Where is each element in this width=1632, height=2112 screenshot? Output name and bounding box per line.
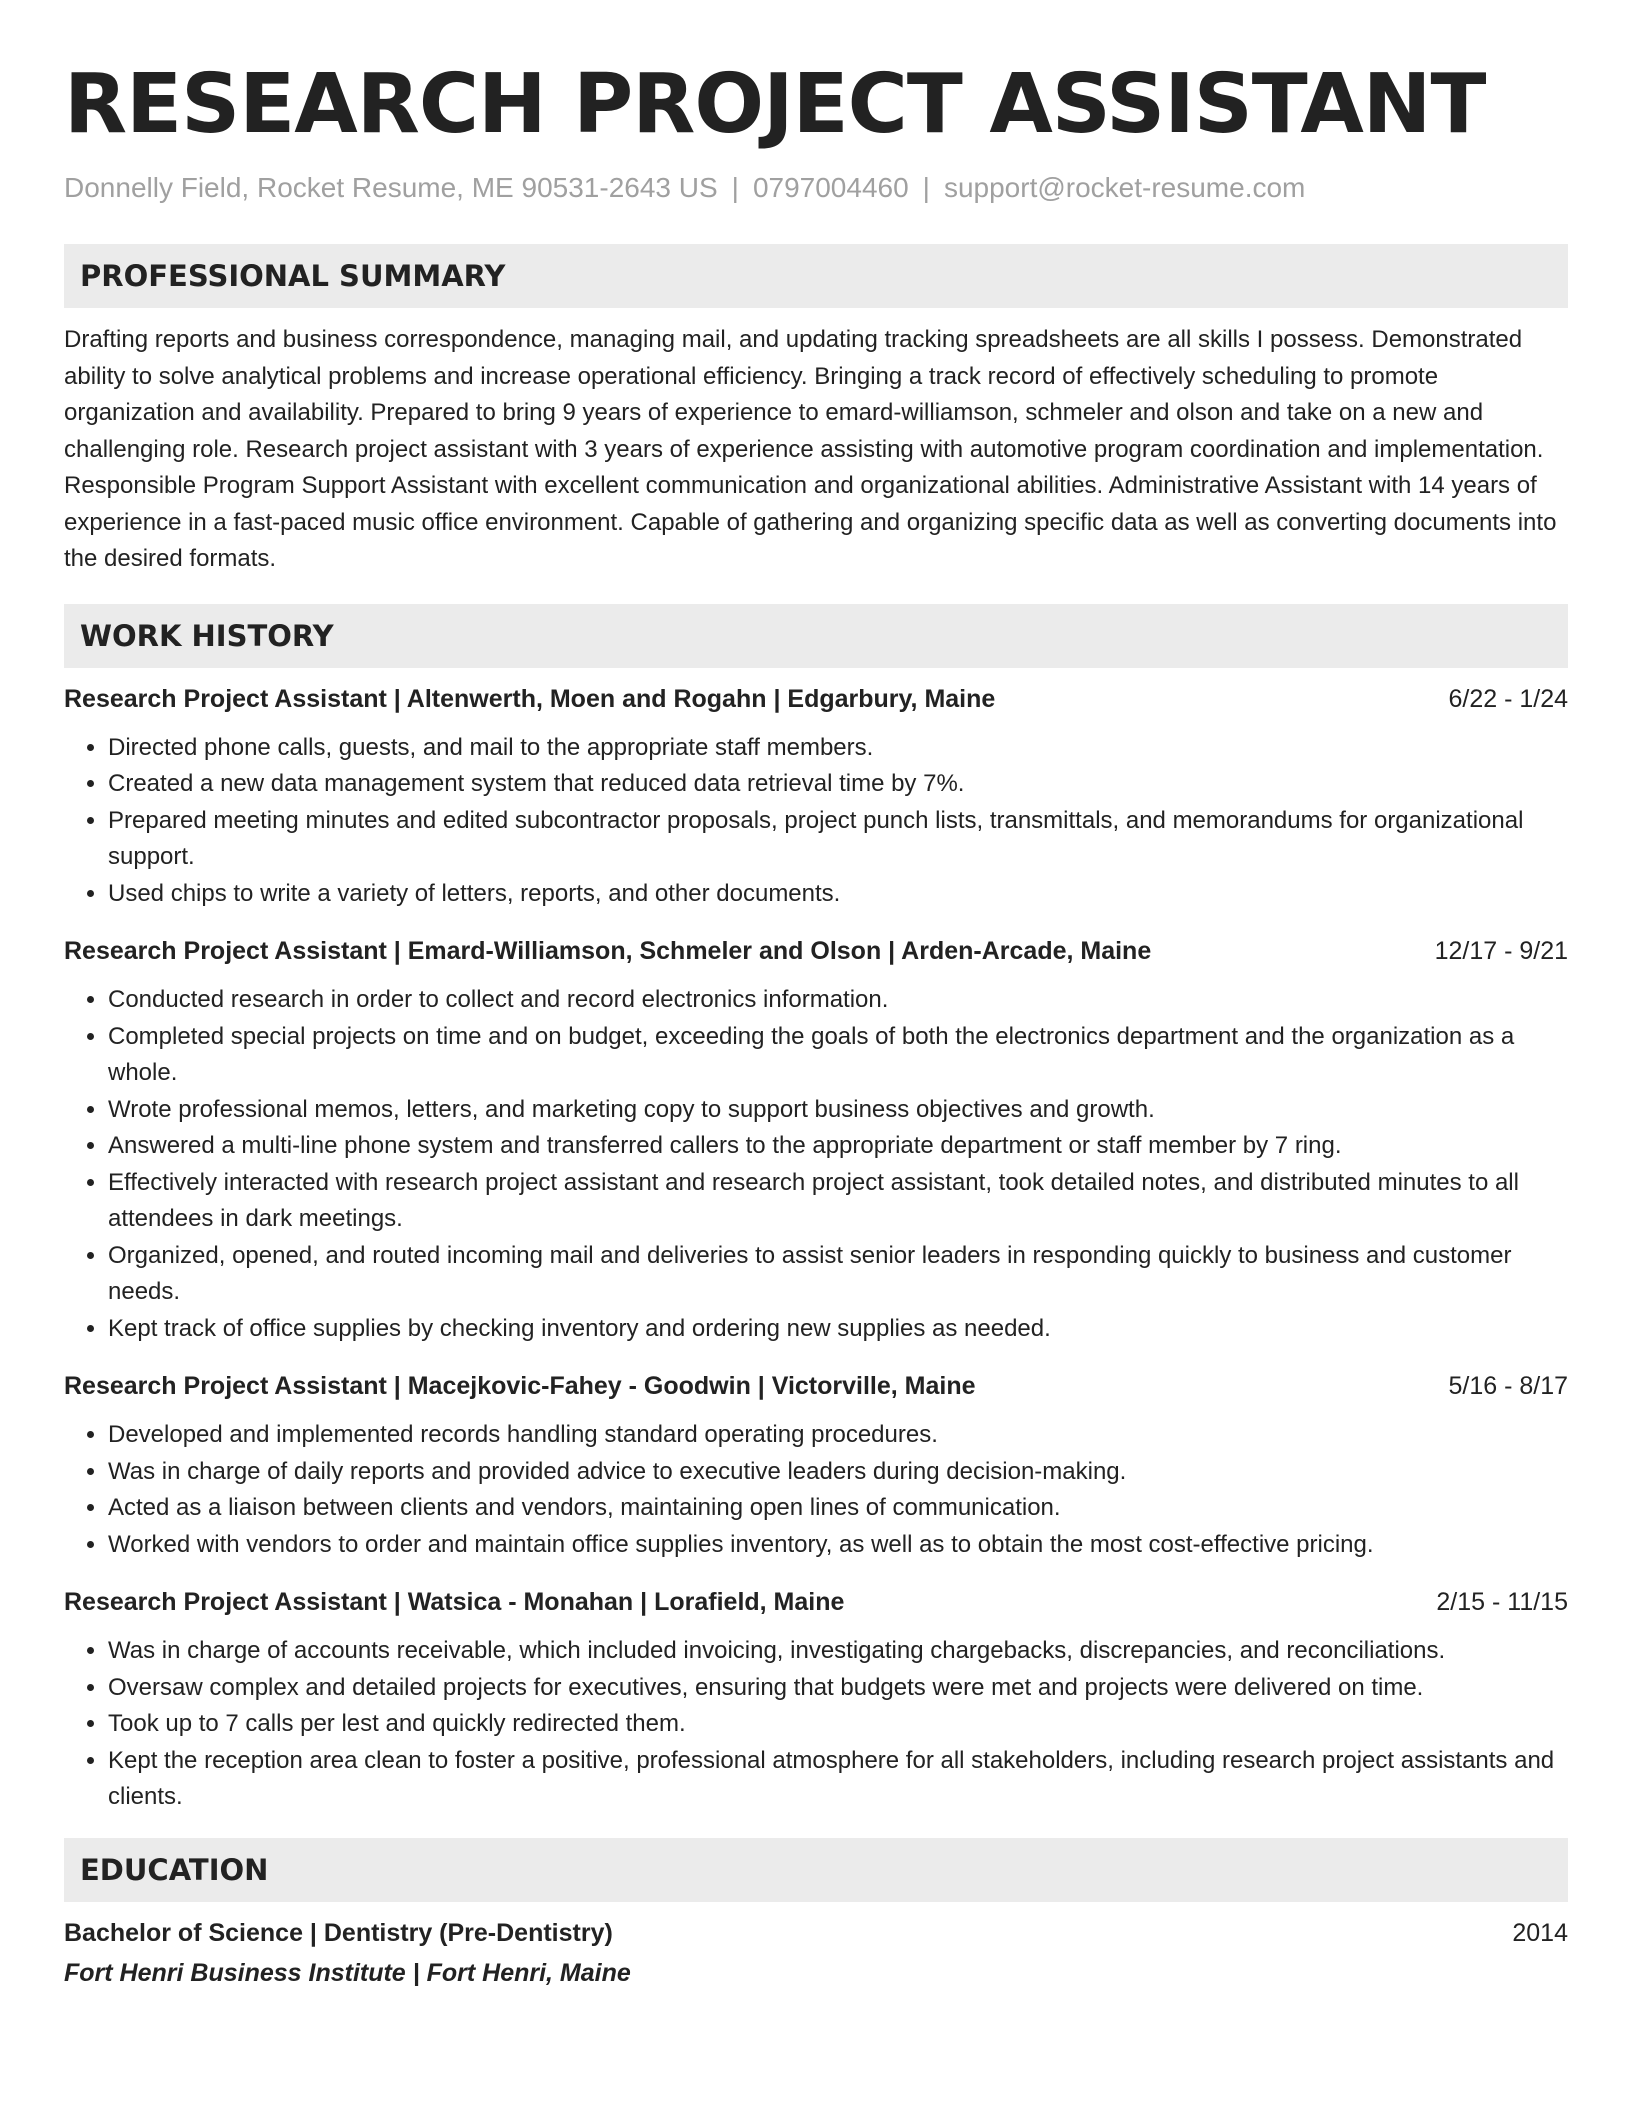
job-entry <box>64 934 1568 1347</box>
section-heading-work-history: WORK HISTORY <box>64 604 1568 668</box>
job-header <box>64 1369 1568 1403</box>
section-heading-summary: PROFESSIONAL SUMMARY <box>64 244 1568 308</box>
job-bullet: • Developed and implemented records handling standard operating procedures. <box>108 1417 1568 1454</box>
education-degree: Bachelor of Science | Dentistry (Pre-Dentistry) <box>64 1918 613 1947</box>
contact-phone[interactable]: 0797004460 <box>752 172 909 203</box>
job-dates: 6/22 - 1/24 <box>1448 684 1568 713</box>
job-bullet: • Oversaw complex and detailed projects for executives, ensuring that budgets were met and projects were delivered on time. <box>108 1670 1568 1707</box>
job-bullet: • Worked with vendors to order and maintain office supplies inventory, as well as to obtain the most cost-effective pricing. <box>108 1527 1568 1564</box>
job-entry <box>64 1369 1568 1563</box>
job-header <box>64 682 1568 716</box>
job-bullets <box>64 1633 1568 1816</box>
job-title: Research Project Assistant | Emard-Williamson, Schmeler and Olson | Arden-Arcade, Maine <box>64 937 1152 965</box>
job-title: Research Project Assistant | Altenwerth, Moen and Rogahn | Edgarbury, Maine <box>64 684 996 713</box>
job-entry <box>64 1585 1568 1816</box>
job-dates: 12/17 - 9/21 <box>1434 937 1568 965</box>
job-bullet: • Answered a multi-line phone system and transferred callers to the appropriate department or staff member by 7 ring. <box>108 1128 1568 1165</box>
job-header <box>64 1585 1568 1619</box>
section-heading-education: EDUCATION <box>64 1838 1568 1902</box>
job-bullet: • Acted as a liaison between clients and vendors, maintaining open lines of communication. <box>108 1490 1568 1527</box>
job-title: Research Project Assistant | Watsica - Monahan | Lorafield, Maine <box>64 1588 845 1616</box>
job-bullets <box>64 1417 1568 1563</box>
job-title: Research Project Assistant | Macejkovic-Fahey - Goodwin | Victorville, Maine <box>64 1372 976 1400</box>
job-bullets <box>64 982 1568 1347</box>
contact-separator: | <box>731 172 739 203</box>
job-bullet: • Kept the reception area clean to foster a positive, professional atmosphere for all stakeholders, including research project assistants and clients. <box>108 1743 1568 1816</box>
job-bullet: • Wrote professional memos, letters, and marketing copy to support business objectives and growth. <box>108 1092 1568 1129</box>
job-bullet: • Conducted research in order to collect and record electronics information. <box>108 982 1568 1019</box>
summary-text: Drafting reports and business correspondence, managing mail, and updating tracking spreadsheets are all skills I possess. Demonstrated ability to solve analytical problems and increase operational efficiency. Bringing a track record of effectively scheduling to promote organization and availability. Prepared to bring 9 years of experience to emard-williamson, schmeler and olson and take on a new and challenging role. Research project assistant with 3 years of experience assisting with automotive program coordination and implementation. Responsible Program Support Assistant with excellent communication and organizational abilities. Administrative Assistant with 14 years of experience in a fast-paced music office environment. Capable of gathering and organizing specific data as well as converting documents into the desired formats. <box>64 326 1557 572</box>
resume-name-title: RESEARCH PROJECT ASSISTANT <box>64 57 1486 152</box>
job-bullets <box>64 730 1568 913</box>
job-bullet: • Completed special projects on time and on budget, exceeding the goals of both the electronics department and the organization as a whole. <box>108 1019 1568 1092</box>
job-bullet: • Was in charge of accounts receivable, which included invoicing, investigating chargebacks, discrepancies, and reconciliations. <box>108 1633 1568 1670</box>
contact-address: Donnelly Field, Rocket Resume, ME 90531-2643 US <box>64 172 718 203</box>
education-school: Fort Henri Business Institute | Fort Henri, Maine <box>64 1958 631 1987</box>
job-bullet: • Took up to 7 calls per lest and quickly redirected them. <box>108 1706 1568 1743</box>
job-bullet: • Organized, opened, and routed incoming mail and deliveries to assist senior leaders in responding quickly to business and customer needs. <box>108 1238 1568 1311</box>
education-year: 2014 <box>1512 1918 1568 1947</box>
job-bullet: • Effectively interacted with research project assistant and research project assistant, took detailed notes, and distributed minutes to all attendees in dark meetings. <box>108 1165 1568 1238</box>
contact-line <box>64 170 1568 206</box>
job-bullet: • Directed phone calls, guests, and mail to the appropriate staff members. <box>108 730 1568 767</box>
job-bullet: • Prepared meeting minutes and edited subcontractor proposals, project punch lists, transmittals, and memorandums for organizational support. <box>108 803 1568 876</box>
job-bullet: • Used chips to write a variety of letters, reports, and other documents. <box>108 876 1568 913</box>
job-bullet: • Created a new data management system that reduced data retrieval time by 7%. <box>108 766 1568 803</box>
job-bullet: • Was in charge of daily reports and provided advice to executive leaders during decision-making. <box>108 1454 1568 1491</box>
job-entry <box>64 682 1568 913</box>
education-header <box>64 1916 1568 1950</box>
job-dates: 2/15 - 11/15 <box>1436 1588 1568 1616</box>
contact-separator: | <box>922 172 930 203</box>
job-header <box>64 934 1568 968</box>
education-entry <box>64 1916 1568 1990</box>
contact-email[interactable]: support@rocket-resume.com <box>943 172 1306 203</box>
job-dates: 5/16 - 8/17 <box>1448 1372 1568 1400</box>
job-bullet: • Kept track of office supplies by checking inventory and ordering new supplies as needed. <box>108 1311 1568 1348</box>
